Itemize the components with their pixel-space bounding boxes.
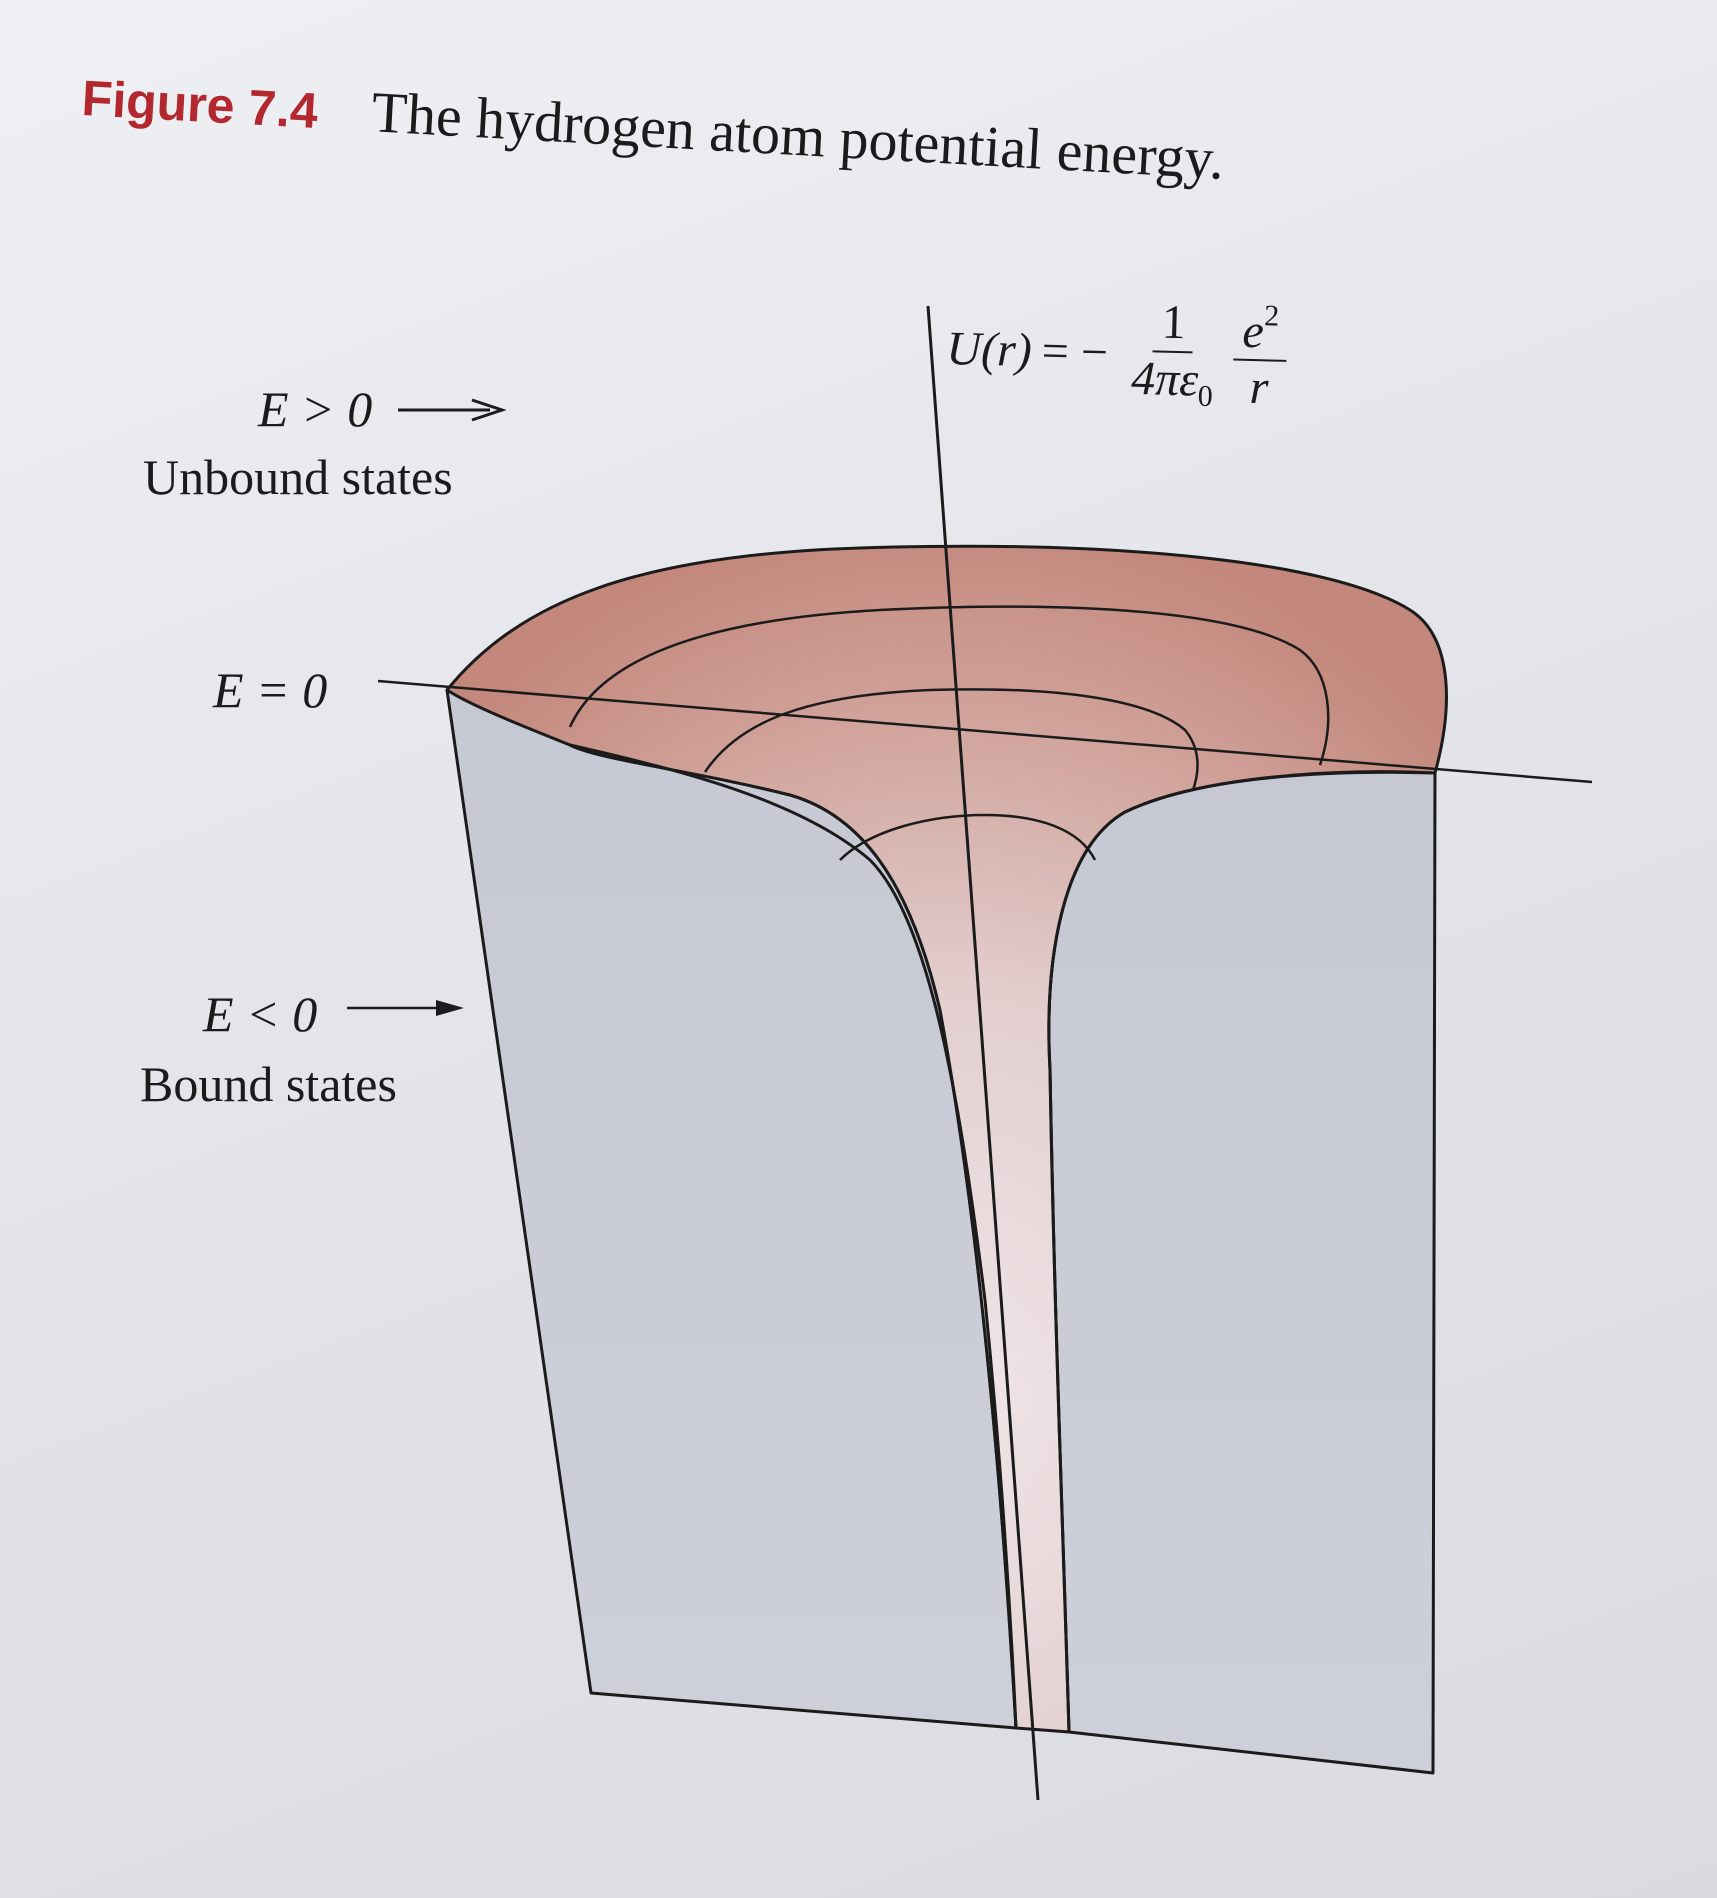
zero-energy-label: E = 0 — [213, 662, 328, 718]
formula-fraction-constant — [1122, 297, 1223, 412]
fraction-1-numerator: 1 — [1153, 298, 1194, 353]
figure-caption-text: The hydrogen atom potential energy. — [370, 79, 1226, 192]
potential-formula — [945, 292, 1294, 415]
fraction-2-numerator — [1234, 300, 1288, 363]
fraction-1-den-prefix: 4πε — [1130, 351, 1199, 407]
figure-label: Figure 7.4 — [80, 69, 320, 140]
fraction-1-den-sub: 0 — [1197, 379, 1214, 413]
formula-equals: = − — [1041, 324, 1109, 380]
bound-states-label: Bound states — [140, 1056, 397, 1112]
fraction-1-denominator — [1122, 351, 1221, 412]
unbound-energy-label: E > 0 — [258, 381, 373, 437]
fraction-2-num-sup: 2 — [1263, 299, 1280, 333]
unbound-states-label: Unbound states — [143, 449, 453, 505]
arrow-unbound-icon — [398, 400, 502, 420]
bound-energy-label: E < 0 — [203, 986, 318, 1042]
formula-lhs: U(r) — [945, 322, 1033, 378]
right-block — [1049, 765, 1435, 1773]
arrow-bound-icon — [347, 1000, 464, 1016]
formula-fraction-charge — [1232, 300, 1287, 415]
fraction-2-denominator: r — [1249, 361, 1270, 415]
fraction-2-num-base: e — [1241, 304, 1265, 359]
